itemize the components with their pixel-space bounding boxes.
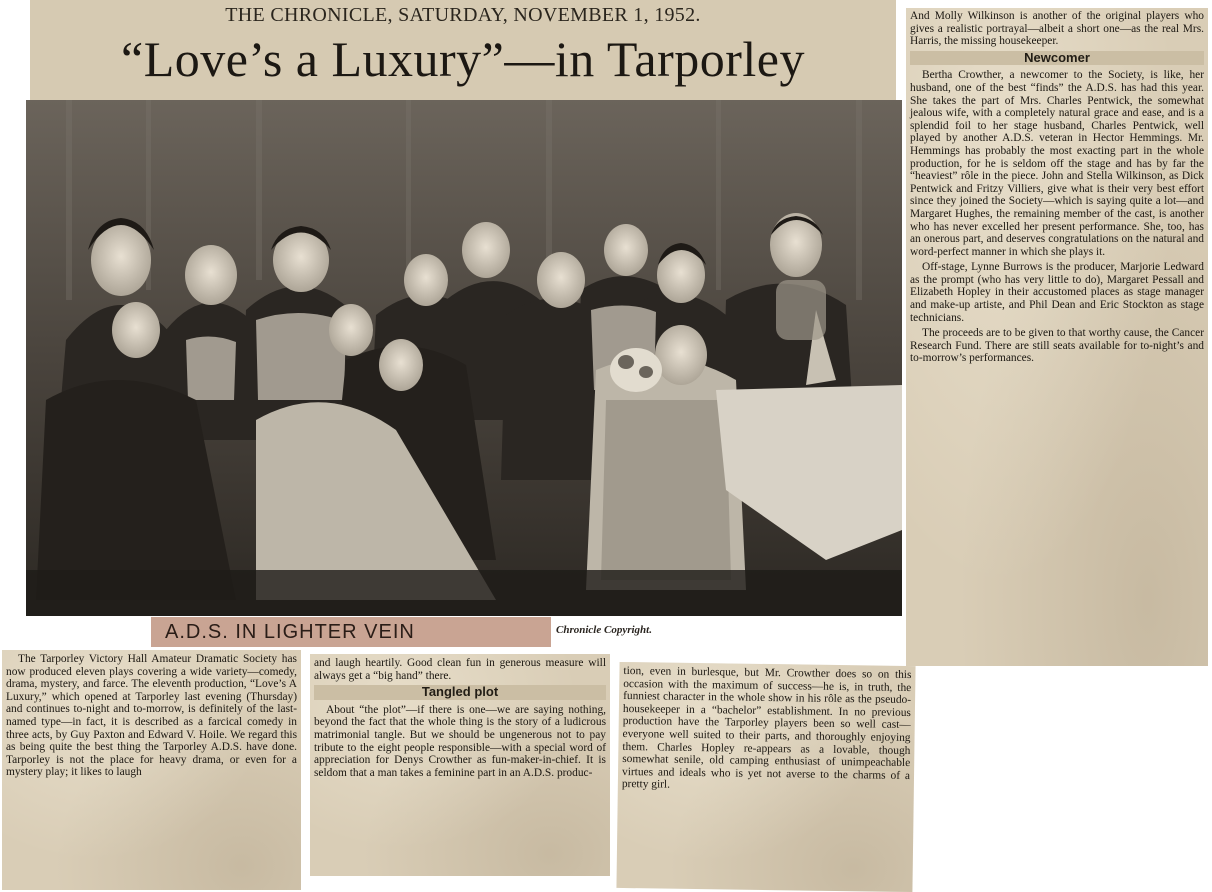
article-column-middle (310, 654, 610, 876)
article-column-right (906, 8, 1208, 666)
subhead-newcomer: Newcomer (910, 51, 1204, 66)
newspaper-header (30, 0, 896, 102)
paragraph: tion, even in burlesque, but Mr. Crowther does so on this occasion with the maximum of success—he is, in truth, the funniest character in the whole show in his rôle as the pseudo-housekeeper in a “bachelor” establishment. In no previous production have the Tarporley players been so well cast—everyone well suited to their parts, and thoroughly enjoying them. Charles Hopley re-appears as a lovable, though somewhat senile, old camping enthusiast of unimpeachable virtues and ideals who is yet not averse to the charms of a pretty girl. (621, 665, 912, 792)
photo-illustration (26, 100, 902, 616)
paragraph: The proceeds are to be given to that worthy cause, the Cancer Research Fund. There are still seats available for to-night’s and to-morrow’s performances. (910, 327, 1204, 365)
photo-caption-bar (151, 617, 551, 647)
column-intro: and laugh heartily. Good clean fun in generous measure will always get a “big hand” there. (314, 657, 606, 682)
article-column-left (2, 650, 301, 890)
headline: “Love’s a Luxury”—in Tarporley (121, 31, 805, 87)
column-intro: And Molly Wilkinson is another of the original players who gives a realistic portrayal—albeit a short one—as the real Mrs. Harris, the missing housekeeper. (910, 10, 1204, 48)
dateline: THE CHRONICLE, SATURDAY, NOVEMBER 1, 1952. (225, 4, 701, 26)
photo-credit: Chronicle Copyright. (556, 624, 652, 636)
paragraph: About “the plot”—if there is one—we are saying nothing, beyond the fact that the whole thing is the story of a ludicrous matrimonial tangle. But we should be ungenerous not to pay tribute to the eight people responsible—with a special word of appreciation for Denys Crowther as fun-maker-in-chief. It is seldom that a man takes a feminine part in an A.D.S. produc- (314, 703, 606, 779)
paragraph: Off-stage, Lynne Burrows is the producer, Marjorie Ledward as the prompt (who has very little to do), Margaret Pessall and Elizabeth Hopley in their accustomed places as stage manager and make-up artiste, and Phil Dean and Eric Stockton as stage technicians. (910, 261, 1204, 324)
subhead-tangled-plot: Tangled plot (314, 685, 606, 700)
article-column-last (616, 662, 915, 892)
paragraph: Bertha Crowther, a newcomer to the Society, is like, her husband, one of the best “finds” the A.D.S. has had this year. She takes the part of Mrs. Charles Pentwick, the somewhat jealous wife, with a completely natural grace and ease, and is a splendid foil to her stage husband, Charles Pentwick, well played by another A.D.S. veteran in Hector Hemmings. Mr. Hemmings has probably the most exacting part in the whole production, for he is seldom off the stage and has by far the “heaviest” rôle in the piece. John and Stella Wilkinson, as Dick Pentwick and Fritzy Villiers, give what is their very best effort since they joined the Society—which is saying quite a lot—and Margaret Hughes, the remaining member of the cast, is another who has never excelled her present performance. She, too, has an onerous part, and deserves congratulations on the natural and word-perfect manner in which she plays it. (910, 69, 1204, 258)
paragraph: The Tarporley Victory Hall Amateur Dramatic Society has now produced eleven plays covering a wide variety—comedy, drama, mystery, and farce. The eleventh production, “Love’s A Luxury,” which opened at Tarporley last evening (Thursday) and continues to-night and to-morrow, is definitely of the last-named type—in fact, it is described as a farcical comedy in three acts, by Guy Paxton and Edward V. Hoile. We regard this as being quite the best thing the Tarporley A.D.S. have done. Tarporley is not the place for heavy drama, or even for a mystery play; it likes to laugh (6, 653, 297, 779)
group-photograph (26, 100, 902, 616)
photo-caption: A.D.S. IN LIGHTER VEIN (165, 621, 415, 643)
